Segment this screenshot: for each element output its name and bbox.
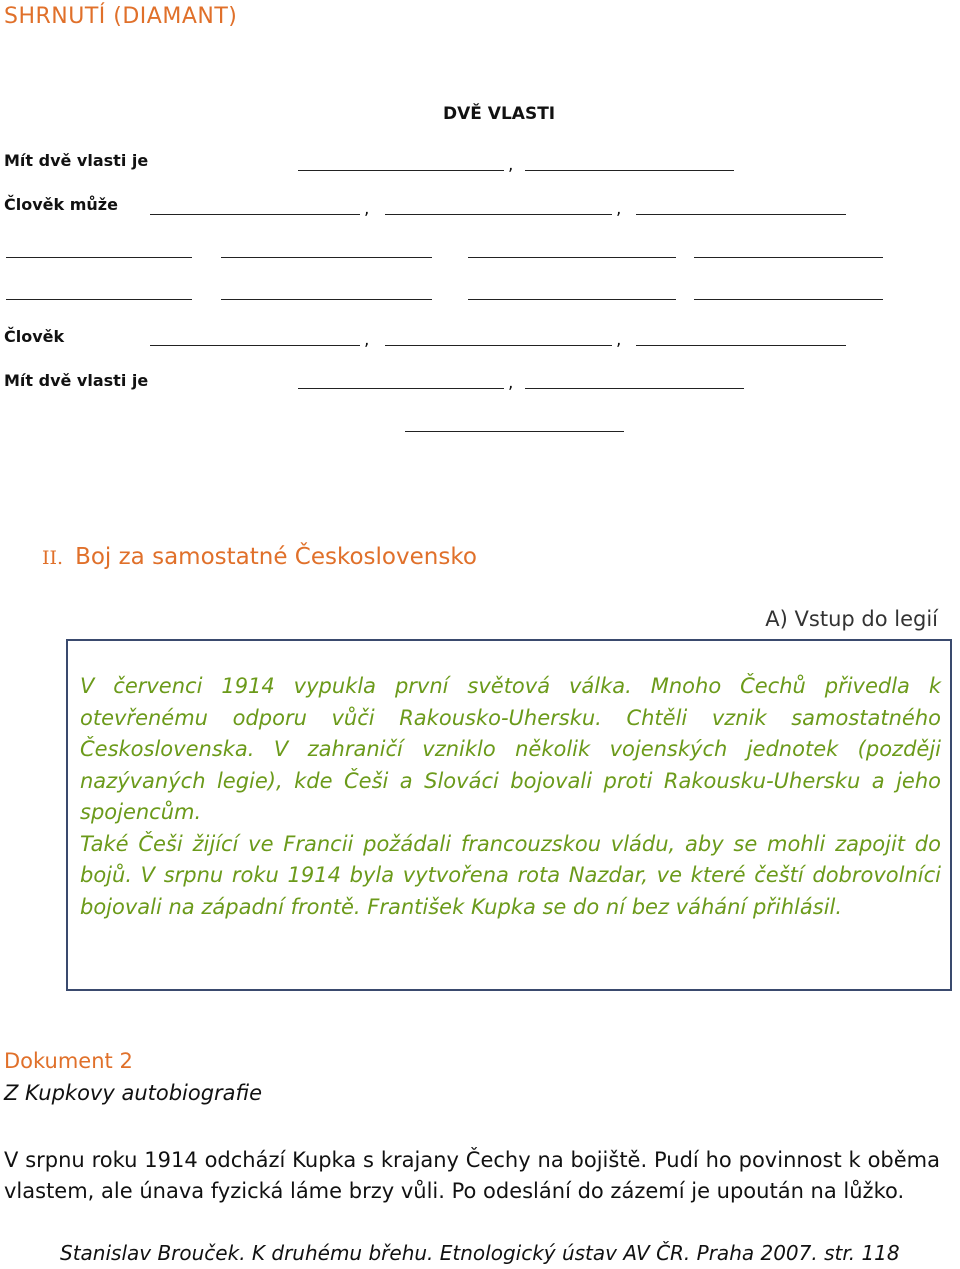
- section-title: Boj za samostatné Československo: [75, 544, 477, 570]
- blank-line[interactable]: [221, 299, 432, 300]
- row-label-6: Mít dvě vlasti je: [4, 371, 149, 390]
- comma: ,: [364, 330, 370, 350]
- row-label-2: Člověk může: [4, 195, 118, 214]
- comma: ,: [616, 199, 622, 219]
- row-label-1: Mít dvě vlasti je: [4, 151, 149, 170]
- blank-line[interactable]: [6, 299, 192, 300]
- comma: ,: [508, 373, 514, 393]
- blank-line[interactable]: [385, 345, 612, 346]
- section-number: II.: [42, 547, 64, 569]
- blank-line[interactable]: [694, 299, 883, 300]
- row-label-5: Člověk: [4, 327, 65, 346]
- blank-line[interactable]: [298, 388, 504, 389]
- comma: ,: [508, 155, 514, 175]
- blank-line[interactable]: [525, 388, 744, 389]
- blank-line[interactable]: [6, 257, 192, 258]
- document-subtitle: Z Kupkovy autobiografie: [4, 1081, 263, 1105]
- citation: Stanislav Brouček. K druhému břehu. Etnologický ústav AV ČR. Praha 2007. str. 118: [60, 1241, 900, 1265]
- comma: ,: [616, 330, 622, 350]
- info-paragraph-2: Také Češi žijící ve Francii požádali francouzskou vládu, aby se mohli zapojit do bojů. V srpnu roku 1914 byla vytvořena rota Nazdar, ve které čeští dobrovolníci bojovali na západní frontě. František Kupka se do ní bez váhání přihlásil.: [80, 831, 941, 919]
- worksheet-heading: DVĚ VLASTI: [443, 104, 556, 124]
- blank-line[interactable]: [150, 214, 360, 215]
- blank-line[interactable]: [405, 431, 624, 432]
- blank-line[interactable]: [636, 214, 846, 215]
- info-box-text: [80, 671, 941, 923]
- blank-line[interactable]: [385, 214, 612, 215]
- blank-line[interactable]: [150, 345, 360, 346]
- blank-line[interactable]: [298, 170, 504, 171]
- blank-line[interactable]: [468, 299, 676, 300]
- comma: ,: [364, 199, 370, 219]
- blank-line[interactable]: [468, 257, 676, 258]
- section-subtitle: A) Vstup do legií: [765, 607, 938, 631]
- info-box: [66, 639, 952, 991]
- blank-line[interactable]: [221, 257, 432, 258]
- document-title: Dokument 2: [4, 1049, 133, 1073]
- summary-title: SHRNUTÍ (DIAMANT): [4, 4, 238, 29]
- document-body: V srpnu roku 1914 odchází Kupka s krajany Čechy na bojiště. Pudí ho povinnost k oběma vlastem, ale únava fyzická láme brzy vůli. Po odeslání do zázemí je upoután na lůžko.: [4, 1148, 940, 1203]
- section-heading: [42, 544, 477, 570]
- info-paragraph-1: V červenci 1914 vypukla první světová válka. Mnoho Čechů přivedla k otevřenému odporu vůči Rakousko-Uhersku. Chtěli vznik samostatného Československa. V zahraničí vzniklo několik vojenských jednotek (později nazývaných legie), kde Češi a Slováci bojovali proti Rakousku-Uhersku a jeho spojencům.: [80, 674, 941, 824]
- blank-line[interactable]: [694, 257, 883, 258]
- blank-line[interactable]: [525, 170, 734, 171]
- blank-line[interactable]: [636, 345, 846, 346]
